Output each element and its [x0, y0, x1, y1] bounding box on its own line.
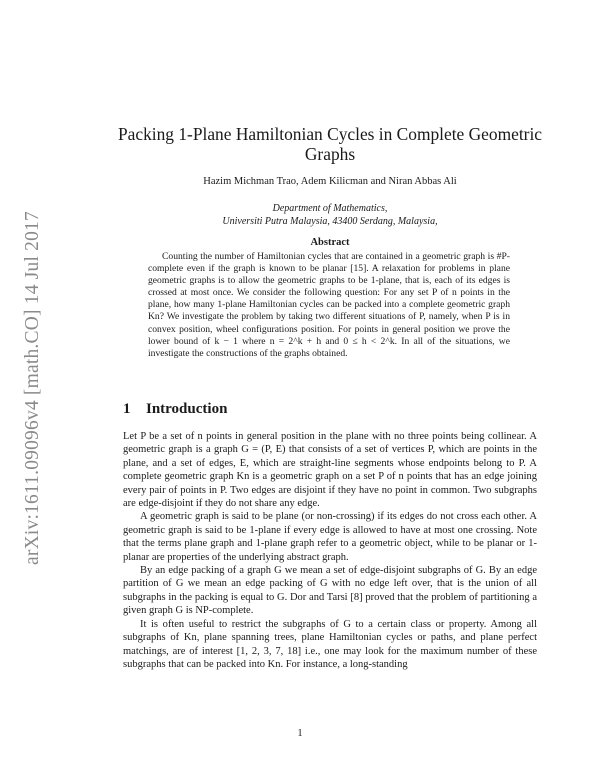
affiliation — [100, 202, 560, 228]
paragraph: A geometric graph is said to be plane (or non-crossing) if its edges do not cross each other. A geometric graph is said to be 1-plane if every edge is allowed to have at most one crossing. Note that the terms plane graph and 1-plane graph refer to a geometric object, while to be planar or 1-planar are properties of the underlying abstract graph. — [123, 511, 537, 563]
paper-title: Packing 1-Plane Hamiltonian Cycles in Complete Geometric Graphs — [117, 124, 543, 164]
introduction-body — [123, 430, 537, 671]
affiliation-department: Department of Mathematics, — [272, 203, 388, 214]
section-title: Introduction — [146, 401, 228, 417]
arxiv-identifier-stamp: arXiv:1611.09096v4 [math.CO] 14 Jul 2017 — [22, 211, 43, 565]
paragraph: It is often useful to restrict the subgraphs of G to a certain class or property. Among all subgraphs of Kn, plane spanning trees, plane Hamiltonian cycles or paths, and plane perfect matchings, are of interest [1, 2, 3, 7, 18] i.e., one may look for the maximum number of these subgraphs that can be packed into Kn. For instance, a long-standing — [123, 618, 537, 670]
author-list: Hazim Michman Trao, Adem Kilicman and Niran Abbas Ali — [203, 176, 457, 187]
page-number: 1 — [297, 728, 303, 739]
paragraph: Let P be a set of n points in general position in the plane with no three points being collinear. A geometric graph is a graph G = (P, E) that consists of a set of vertices P, which are points in the plane, and a set of edges, E, which are straight-line segments whose endpoints belong to P. A complete geometric graph Kn is a geometric graph on a set P of n points that has an edge joining every pair of points in P. Two edges are disjoint if they have no point in common. Two subgraphs are edge-disjoint if they do not share any edge. — [123, 431, 537, 510]
affiliation-university: Universiti Putra Malaysia, 43400 Serdang, Malaysia, — [222, 216, 438, 227]
section-heading-introduction — [123, 401, 227, 418]
paragraph: By an edge packing of a graph G we mean a set of edge-disjoint subgraphs of G. By an edge partition of G we mean an edge packing of G with no edge left over, that is the union of all subgraphs in the packing is equal to G. Dor and Tarsi [8] proved that the problem of partitioning a given graph G is NP-complete. — [123, 565, 537, 617]
section-number: 1 — [123, 401, 131, 417]
abstract-heading: Abstract — [310, 237, 350, 248]
abstract-text: Counting the number of Hamiltonian cycles that are contained in a geometric graph is #P-complete even if the graph is known to be planar [15]. A relaxation for problems in plane geometric graphs is to allow the geometric graphs to be 1-plane, that is, each of its edges is crossed at most once. We consider the following question: For any set P of n points in the plane, how many 1-plane Hamiltonian cycles can be packed into a complete geometric graph Kn? We investigate the problem by taking two different situations of P, namely, when P is in convex position, wheel configurations position. For points in general position we prove the lower bound of k − 1 where n = 2^k + h and 0 ≤ h < 2^k. In all of the situations, we investigate the constructions of the graphs obtained. — [148, 251, 510, 359]
